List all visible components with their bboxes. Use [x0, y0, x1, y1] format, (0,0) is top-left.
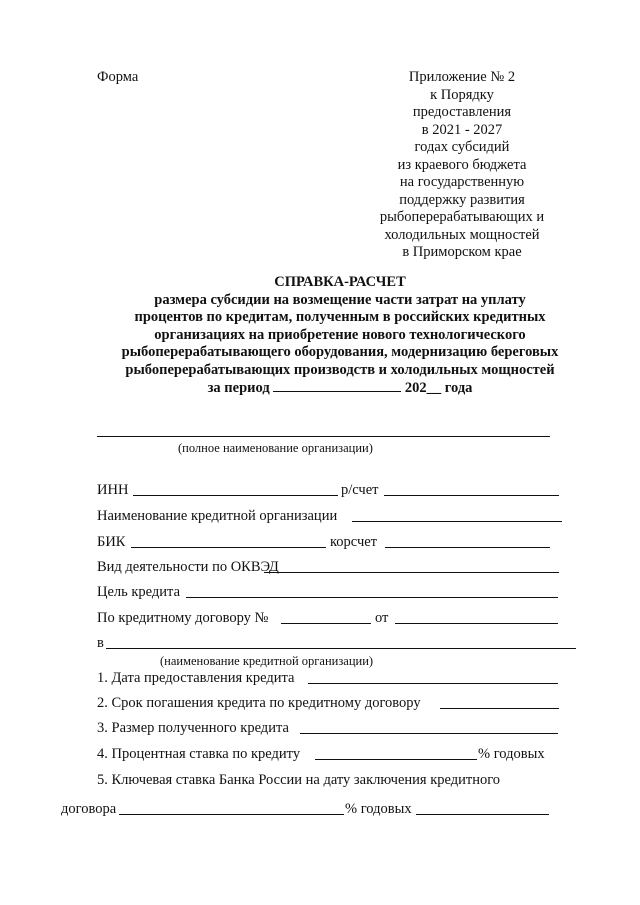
account-field[interactable]: [384, 495, 559, 496]
period-blank[interactable]: [273, 379, 401, 392]
credit-purpose-label: Цель кредита: [97, 584, 181, 600]
item-2-label: 2. Срок погашения кредита по кредитному договору: [97, 695, 421, 711]
item-5-label: 5. Ключевая ставка Банка России на дату заключения кредитного: [97, 772, 501, 788]
corr-account-field[interactable]: [385, 547, 550, 548]
okved-label: Вид деятельности по ОКВЭД: [97, 559, 279, 575]
item-4-field[interactable]: [315, 759, 477, 760]
account-label: р/счет: [341, 482, 379, 498]
appendix-line: в Приморском крае: [402, 244, 522, 260]
inn-field[interactable]: [133, 495, 338, 496]
appendix-line: холодильных мощностей: [384, 226, 540, 243]
appendix-line: предоставления: [412, 104, 512, 120]
item-5-continuation: договора: [61, 801, 117, 817]
contract-bank-field[interactable]: [106, 648, 576, 649]
item-1-label: 1. Дата предоставления кредита: [97, 670, 295, 686]
item-5-trailing-line: [416, 814, 549, 815]
bik-label: БИК: [97, 534, 126, 550]
contract-number-field[interactable]: [281, 623, 371, 624]
credit-purpose-field[interactable]: [186, 597, 558, 598]
item-3-field[interactable]: [300, 733, 558, 734]
credit-org-label: Наименование кредитной организации: [97, 508, 338, 524]
document-title: [100, 274, 580, 398]
appendix-line: поддержку развития: [399, 191, 525, 208]
org-name-caption: (полное наименование организации): [178, 441, 373, 455]
appendix-line: Приложение № 2: [408, 69, 516, 85]
title-subtitle-line: процентов по кредитам, полученным в российских кредитных: [134, 309, 546, 325]
appendix-line: на государственную: [399, 174, 525, 190]
item-4-label: 4. Процентная ставка по кредиту: [97, 746, 301, 762]
bik-field[interactable]: [131, 547, 326, 548]
appendix-line: рыбоперерабатывающих и: [379, 209, 545, 225]
title-heading: СПРАВКА-РАСЧЕТ: [274, 274, 406, 290]
appendix-line: годах субсидий: [414, 139, 510, 155]
item-3-label: 3. Размер полученного кредита: [97, 720, 289, 736]
appendix-block: [360, 69, 564, 262]
form-label: Форма: [97, 69, 139, 85]
title-period: [100, 379, 580, 398]
in-label: в: [97, 635, 104, 651]
okved-field[interactable]: [264, 572, 559, 573]
item-5-field[interactable]: [119, 814, 344, 815]
title-subtitle-line: организациях на приобретение нового технологического: [154, 326, 526, 343]
item-5-suffix: % годовых: [345, 801, 412, 817]
item-4-suffix: % годовых: [478, 746, 545, 762]
period-suffix: года: [444, 380, 473, 396]
item-2-field[interactable]: [440, 708, 559, 709]
corr-account-label: корсчет: [330, 534, 378, 550]
title-subtitle-line: рыбоперерабатывающих производств и холодильных мощностей: [125, 361, 555, 378]
title-subtitle-line: рыбоперерабатывающего оборудования, модернизацию береговых: [121, 344, 559, 360]
period-prefix: за период: [207, 380, 270, 396]
contract-label: По кредитному договору №: [97, 610, 269, 626]
appendix-line: в 2021 - 2027: [421, 121, 503, 138]
credit-org-field[interactable]: [352, 521, 562, 522]
contract-date-field[interactable]: [395, 623, 558, 624]
title-subtitle-line: размера субсидии на возмещение части затрат на уплату: [154, 291, 526, 308]
org-name-field[interactable]: [97, 436, 550, 437]
appendix-line: к Порядку: [430, 86, 494, 103]
credit-org-caption: (наименование кредитной организации): [160, 654, 374, 668]
item-1-field[interactable]: [308, 683, 558, 684]
appendix-line: из краевого бюджета: [397, 156, 527, 173]
period-year: 202__: [404, 380, 442, 396]
from-label: от: [375, 610, 389, 626]
inn-label: ИНН: [97, 482, 129, 498]
